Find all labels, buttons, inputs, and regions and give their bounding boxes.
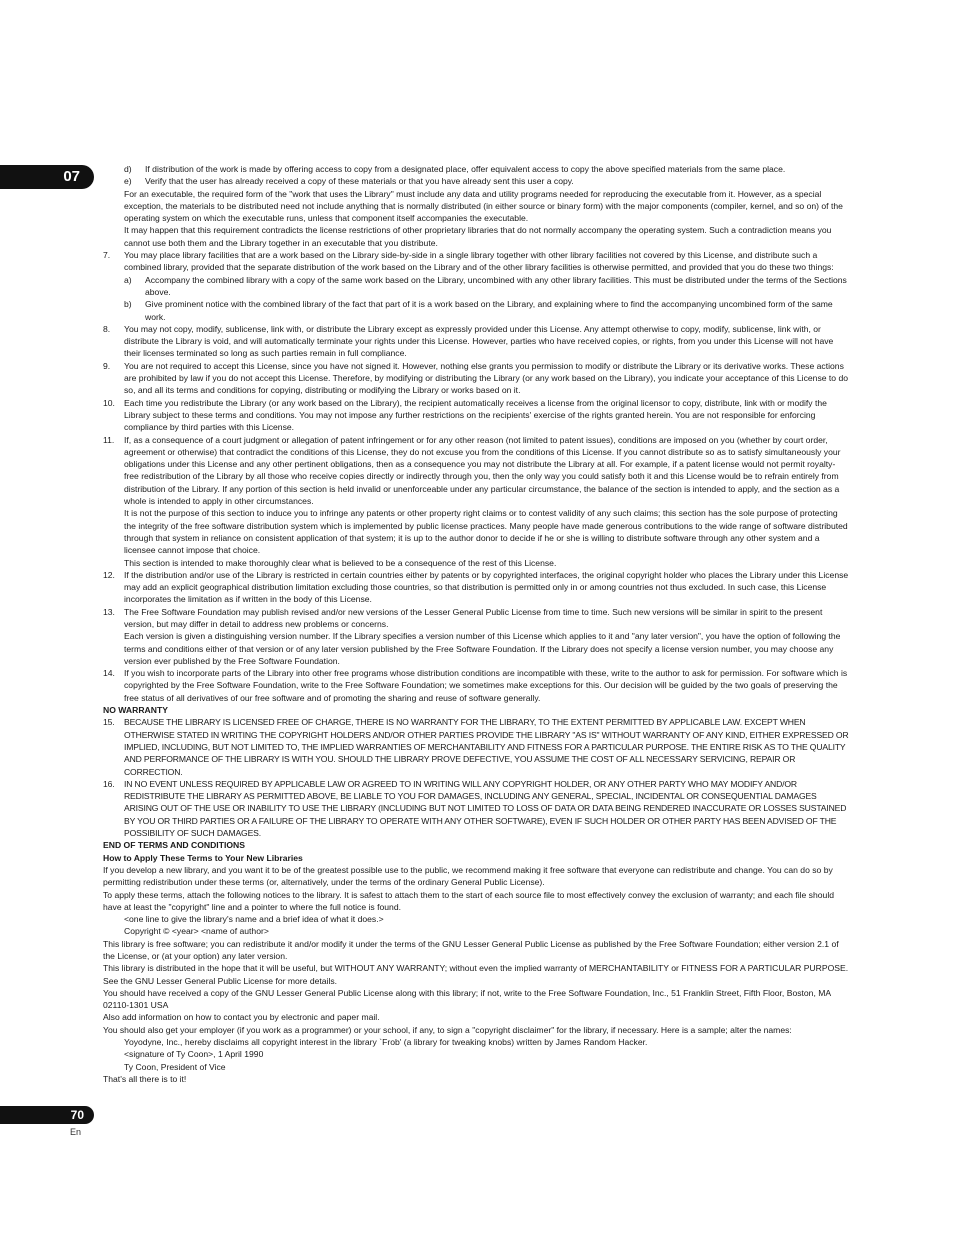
section-7	[103, 249, 849, 274]
how-to-paragraph: You should also get your employer (if you work as a programmer) or your school, if any, to sign a "copyright disclaimer" for the library, if necessary. Here is a sample; alter the names:	[103, 1024, 792, 1035]
sub-label: a)	[124, 274, 132, 285]
section-15	[103, 716, 849, 777]
section-number: 13.	[103, 606, 115, 617]
paragraph-executable: For an executable, the required form of the "work that uses the Library" must include any data and utility programs needed for reproducing the executable from it. However, as a special exception, the materials to be distributed need not include anything that is normally distributed (in either source or binary form) with the major components (compiler, kernel, and so on) of the operating system on which the executable runs, unless that component itself accompanies the executable.	[124, 188, 843, 224]
section-text: If, as a consequence of a court judgment or allegation of patent infringement or for any other reason (not limited to patent issues), conditions are imposed on you (whether by court order, agreement or otherwise) that contradict the conditions of this License, they do not excuse you from the conditions of this License. If you cannot distribute so as to satisfy simultaneously your obligations under this License and any other pertinent obligations, then as a consequence you may not distribute the Library at all. For example, if a patent license would not permit royalty-free redistribution of the Library by all those who receive copies directly or indirectly through you, then the only way you could satisfy both it and this License would be to refrain entirely from distribution of the Library. If any portion of this section is held invalid or unenforceable under any particular circumstance, the balance of the section is intended to apply, and the section as a whole is intended to apply in other circumstances.	[124, 434, 841, 507]
how-to-paragraph: To apply these terms, attach the following notices to the library. It is safest to attach them to the start of each source file to most effectively convey the exclusion of warranty; and each file should have at least the "copyright" line and a pointer to where the full notice is found.	[103, 889, 835, 912]
sample-line: <signature of Ty Coon>, 1 April 1990	[124, 1049, 264, 1060]
sub-item-e	[103, 175, 849, 187]
closing-line: That's all there is to it!	[103, 1073, 187, 1084]
no-warranty-heading: NO WARRANTY	[103, 705, 168, 716]
page-number: 70	[0, 1106, 94, 1124]
license-text	[103, 163, 849, 1085]
section-text: If the distribution and/or use of the Library is restricted in certain countries either by patents or by copyrighted interfaces, the original copyright holder who places the Library under this License may add an explicit geographical distribution limitation excluding those countries, so that distribution is permitted only in or among countries not thus excluded. In such case, this License incorporates the limitation as if written in the body of this License.	[124, 569, 849, 605]
chapter-tab: 07	[0, 165, 94, 189]
section-number: 7.	[103, 250, 111, 261]
sub-text: Give prominent notice with the combined library of the fact that part of it is a work based on the Library, and explaining where to find the accompanying uncombined form of the same work.	[145, 299, 833, 322]
how-to-paragraph: If you develop a new library, and you want it to be of the greatest possible use to the public, we recommend making it free software that everyone can redistribute and change. You can do so by permitting redistribution under these terms (or, alternatively, under the terms of the ordinary General Public License).	[103, 864, 833, 888]
how-to-paragraph: Also add information on how to contact you by electronic and paper mail.	[103, 1012, 380, 1023]
sub-text: Verify that the user has already received a copy of these materials or that you have already sent this user a copy.	[145, 176, 574, 187]
section-number: 9.	[103, 360, 111, 371]
end-of-terms-heading: END OF TERMS AND CONDITIONS	[103, 840, 245, 851]
sub-item-d	[103, 163, 849, 175]
how-to-paragraph: You should have received a copy of the GNU Lesser General Public License along with this library; if not, write to the Free Software Foundation, Inc., 51 Franklin Street, Fifth Floor, Boston, MA 02110-1301 USA	[103, 987, 831, 1011]
section-text: BECAUSE THE LIBRARY IS LICENSED FREE OF CHARGE, THERE IS NO WARRANTY FOR THE LIBRARY, TO THE EXTENT PERMITTED BY APPLICABLE LAW. EXCEPT WHEN OTHERWISE STATED IN WRITING THE COPYRIGHT HOLDERS AND/OR OTHER PARTIES PROVIDE THE LIBRARY "AS IS" WITHOUT WARRANTY OF ANY KIND, EITHER EXPRESSED OR IMPLIED, INCLUDING, BUT NOT LIMITED TO, THE IMPLIED WARRANTIES OF MERCHANTABILITY AND FITNESS FOR A PARTICULAR PURPOSE. THE ENTIRE RISK AS TO THE QUALITY AND PERFORMANCE OF THE LIBRARY IS WITH YOU. SHOULD THE LIBRARY PROVE DEFECTIVE, YOU ASSUME THE COST OF ALL NECESSARY SERVICING, REPAIR OR CORRECTION.	[124, 717, 849, 777]
sample-line: Ty Coon, President of Vice	[124, 1061, 226, 1072]
section-11	[103, 434, 849, 508]
section-16	[103, 778, 849, 839]
section-number: 14.	[103, 668, 115, 679]
sub-text: If distribution of the work is made by offering access to copy from a designated place, offer equivalent access to copy the above specified materials from the same place.	[145, 164, 786, 174]
notice-line: Copyright © <year> <name of author>	[124, 926, 269, 937]
section-number: 16.	[103, 778, 115, 789]
sub-text: Accompany the combined library with a copy of the same work based on the Library, uncombined with any other library facilities. This must be distributed under the terms of the Sections above.	[145, 274, 847, 297]
how-to-apply-heading: How to Apply These Terms to Your New Libraries	[103, 852, 303, 863]
how-to-paragraph: This library is free software; you can redistribute it and/or modify it under the terms of the GNU Lesser General Public License as published by the Free Software Foundation; either version 2.1 of the License, or (at your option) any later version.	[103, 938, 839, 961]
section-8	[103, 323, 849, 360]
section-text: The Free Software Foundation may publish revised and/or new versions of the Lesser General Public License from time to time. Such new versions will be similar in spirit to the present version, but may differ in detail to address new problems or concerns.	[124, 606, 823, 629]
sub-item-7b	[103, 298, 849, 323]
section-text: You are not required to accept this License, since you have not signed it. However, nothing else grants you permission to modify or distribute the Library or its derivative works. These actions are prohibited by law if you do not accept this License. Therefore, by modifying or distributing the Library (or any work based on the Library), you indicate your acceptance of this License to do so, and all its terms and conditions for copying, distributing or modifying the Library or works based on it.	[124, 360, 849, 396]
section-number: 11.	[103, 434, 115, 445]
section-9	[103, 360, 849, 397]
notice-line: <one line to give the library's name and a brief idea of what it does.>	[124, 914, 384, 925]
sub-label: b)	[124, 299, 132, 310]
section-14	[103, 667, 849, 704]
section-number: 15.	[103, 717, 115, 728]
section-11-continuation: This section is intended to make thoroughly clear what is believed to be a consequence of the rest of this License.	[124, 557, 557, 568]
section-number: 12.	[103, 569, 115, 580]
section-13-continuation: Each version is given a distinguishing version number. If the Library specifies a version number of this License which applies to it and "any later version", you have the option of following the terms and conditions either of that version or of any later version published by the Free Software Foundation. If the Library does not specify a license version number, you may choose any version ever published by the Free Software Foundation.	[124, 631, 841, 666]
section-text: If you wish to incorporate parts of the Library into other free programs whose distribution conditions are incompatible with these, write to the author to ask for permission. For software which is copyrighted by the Free Software Foundation, write to the Free Software Foundation; we sometimes make exceptions for this. Our decision will be guided by the two goals of preserving the free status of all derivatives of our free software and of promoting the sharing and reuse of software generally.	[124, 668, 848, 703]
sub-label: e)	[124, 176, 132, 187]
sample-line: Yoyodyne, Inc., hereby disclaims all copyright interest in the library `Frob' (a library for tweaking knobs) written by James Random Hacker.	[124, 1037, 648, 1048]
section-number: 10.	[103, 397, 115, 408]
section-11-continuation: It is not the purpose of this section to induce you to infringe any patents or other property right claims or to contest validity of any such claims; this section has the sole purpose of protecting the integrity of the free software distribution system which is implemented by public license practices. Many people have made generous contributions to the wide range of software distributed through that system in reliance on consistent application of that system; it is up to the author donor to decide if he or she is willing to distribute software through any other system and a licensee cannot impose that choice.	[124, 508, 848, 556]
section-13	[103, 606, 849, 631]
paragraph-contradiction: It may happen that this requirement contradicts the license restrictions of other proprietary libraries that do not normally accompany the operating system. Such a contradiction means you cannot use both them and the Library together in an executable that you distribute.	[124, 225, 832, 248]
how-to-paragraph: This library is distributed in the hope that it will be useful, but WITHOUT ANY WARRANTY; without even the implied warranty of MERCHANTABILITY or FITNESS FOR A PARTICULAR PURPOSE. See the GNU Lesser General Public License for more details.	[103, 963, 849, 986]
language-label: En	[70, 1127, 82, 1137]
section-text: You may not copy, modify, sublicense, link with, or distribute the Library except as expressly provided under this License. Any attempt otherwise to copy, modify, sublicense, link with, or distribute the Library is void, and will automatically terminate your rights under this License. However, parties who have received copies, or rights, from you under this License will not have their licenses terminated so long as such parties remain in full compliance.	[124, 323, 834, 359]
section-text: Each time you redistribute the Library (or any work based on the Library), the recipient automatically receives a license from the original licensor to copy, distribute, link with or modify the Library subject to these terms and conditions. You may not impose any further restrictions on the recipients' exercise of the rights granted herein. You are not responsible for enforcing compliance by third parties with this License.	[124, 397, 827, 433]
section-number: 8.	[103, 323, 111, 334]
section-12	[103, 569, 849, 606]
section-10	[103, 397, 849, 434]
section-text: IN NO EVENT UNLESS REQUIRED BY APPLICABLE LAW OR AGREED TO IN WRITING WILL ANY COPYRIGHT HOLDER, OR ANY OTHER PARTY WHO MAY MODIFY AND/OR REDISTRIBUTE THE LIBRARY AS PERMITTED ABOVE, BE LIABLE TO YOU FOR DAMAGES, INCLUDING ANY GENERAL, SPECIAL, INCIDENTAL OR CONSEQUENTIAL DAMAGES ARISING OUT OF THE USE OR INABILITY TO USE THE LIBRARY (INCLUDING BUT NOT LIMITED TO LOSS OF DATA OR DATA BEING RENDERED INACCURATE OR LOSSES SUSTAINED BY YOU OR THIRD PARTIES OR A FAILURE OF THE LIBRARY TO OPERATE WITH ANY OTHER SOFTWARE), EVEN IF SUCH HOLDER OR OTHER PARTY HAS BEEN ADVISED OF THE POSSIBILITY OF SUCH DAMAGES.	[124, 778, 847, 839]
sub-label: d)	[124, 164, 132, 174]
section-text: You may place library facilities that are a work based on the Library side-by-side in a single library together with other library facilities not covered by this License, and distribute such a combined library, provided that the separate distribution of the work based on the Library and of the other library facilities is otherwise permitted, and provided that you do these two things:	[124, 250, 834, 273]
sub-item-7a	[103, 274, 849, 299]
